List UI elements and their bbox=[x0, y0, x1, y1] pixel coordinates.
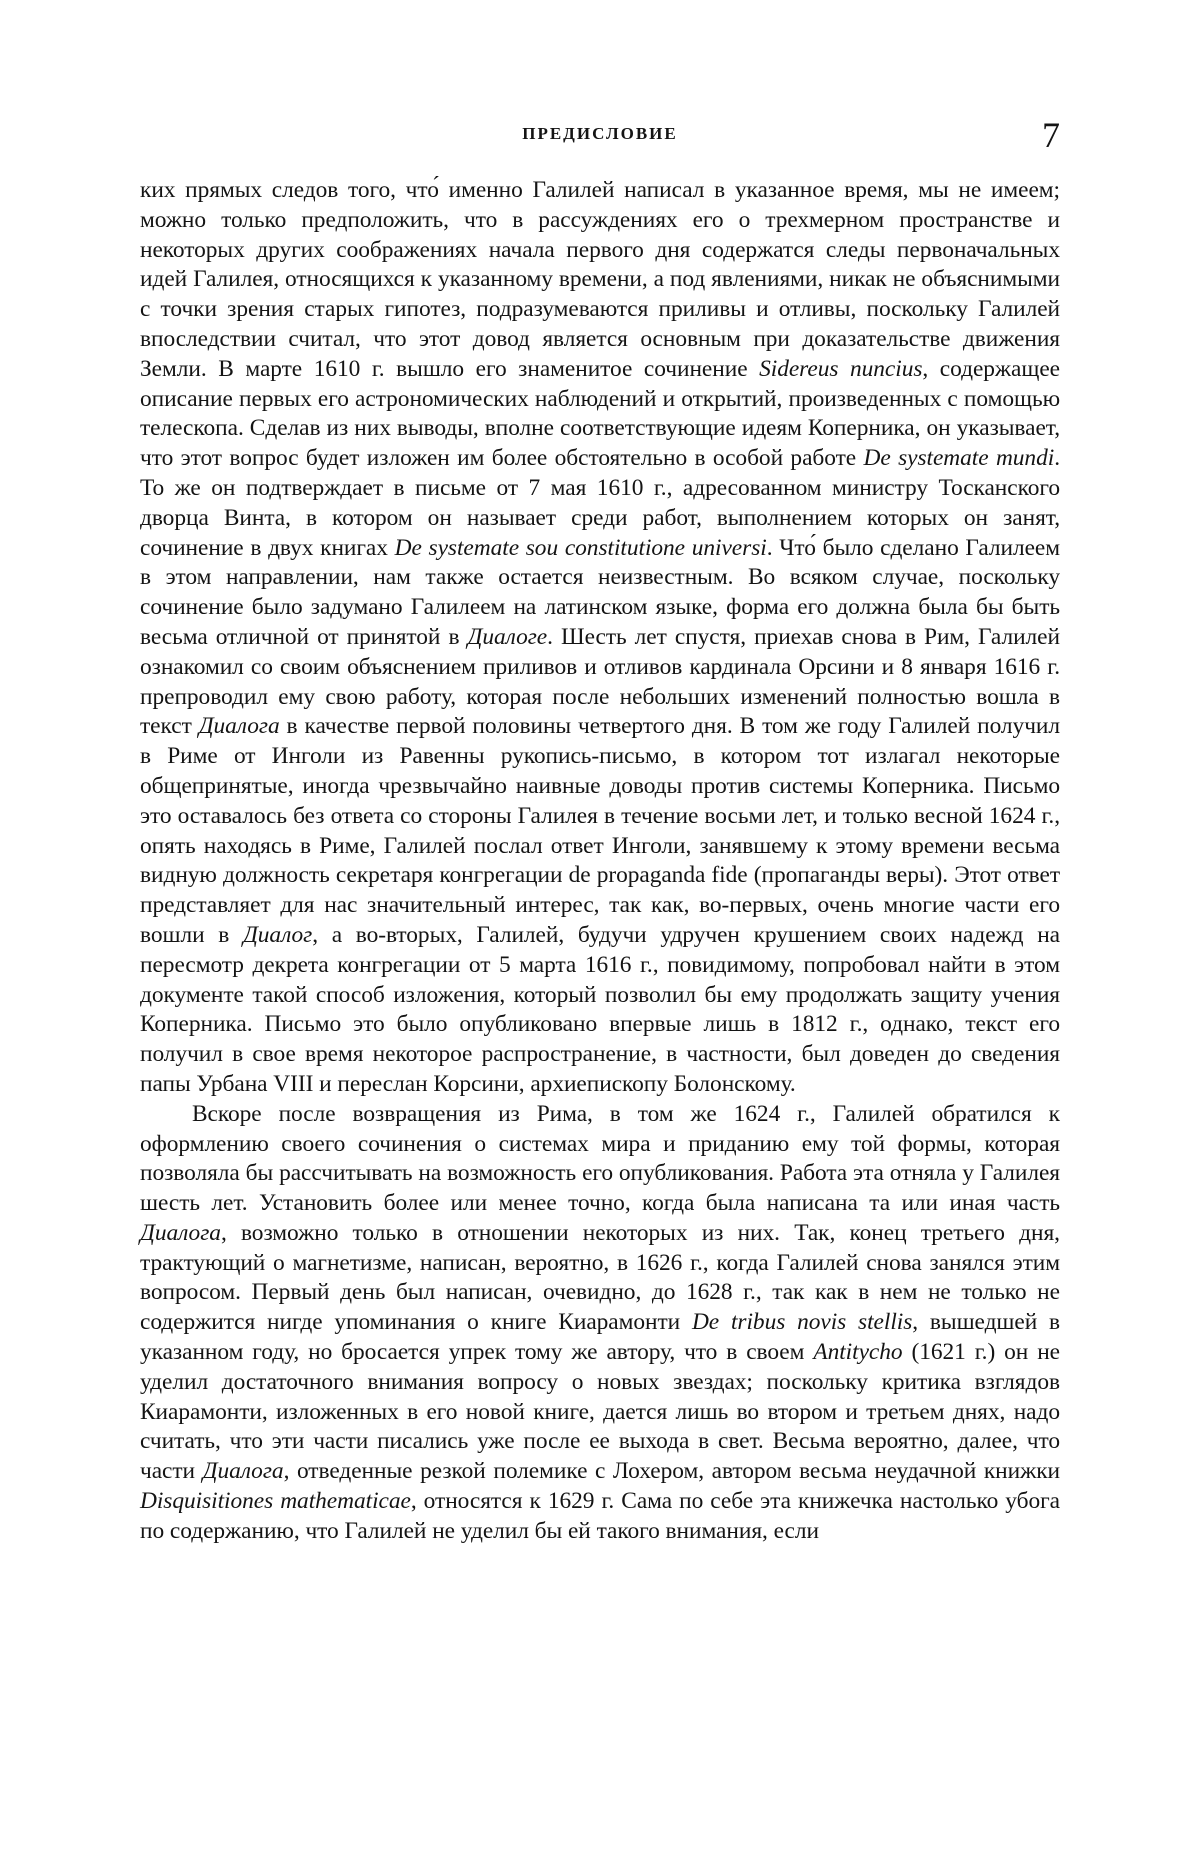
text-run: . Шесть лет спустя, приехав снова в Рим, Галилей ознакомил со своим объяснением приливов и отливов кардинала Орсини и 8 января 1616 г. препроводил ему свою работу, которая после небольших изменений полностью вошла в текст bbox=[140, 623, 1060, 740]
italic-title-run: Sidereus nuncius bbox=[759, 355, 923, 382]
italic-title-run: Disquisitiones mathematicae bbox=[140, 1488, 411, 1515]
italic-title-run: De tribus novis stellis bbox=[691, 1309, 913, 1336]
text-run: , вышедшей в указанном году, но бросается упрек тому же автору, что в своем bbox=[140, 1309, 1061, 1366]
text-run: ких прямых следов того, что́ именно Галилей написал в указанное время, мы не имеем; можно только предположить, что в рассуждениях его о трехмерном пространстве и некоторых других соображениях начала первого дня содержатся следы первоначальных идей Галилея, относящихся к указанному времени, а под явлениями, никак не объяснимыми с точки зрения старых гипотез, подразумеваются приливы и отливы, поскольку Галилей впоследствии считал, что этот довод является основным при доказательстве движения Земли. В марте 1610 г. вышло его знаменитое сочинение bbox=[140, 177, 1060, 382]
text-run: в качестве первой половины четвертого дня. В том же году Галилей получил в Риме от Инголи из Равенны рукопись-письмо, в котором тот излагал некоторые общепринятые, иногда чрезвычайно наивные доводы против системы Коперника. Письмо это оставалось без ответа со стороны Галилея в течение восьми лет, и только весной 1624 г., опять находясь в Риме, Галилей послал ответ Инголи, занявшему к этому времени весьма видную должность секретаря конгрегации de propaganda fide (пропаганды веры). Этот ответ представляет для нас значительный интерес, так как, во-первых, очень многие части его вошли в bbox=[140, 713, 1061, 948]
paragraph-1 bbox=[140, 176, 1060, 1100]
text-run: , отведенные резкой полемике с Лохером, автором весьма неудачной книжки bbox=[283, 1458, 1060, 1485]
italic-title-run: Диалог bbox=[242, 921, 313, 948]
italic-title-run: Диалога bbox=[202, 1458, 284, 1485]
italic-title-run: Диалога bbox=[198, 713, 280, 740]
italic-title-run: Antitycho bbox=[813, 1339, 903, 1366]
text-run: , содержащее описание первых его астрономических наблюдений и открытий, произведенных с помощью телескопа. Сделав из них выводы, вполне соответствующие идеям Коперника, он указывает, что этот вопрос будет изложен им более обстоятельно в особой работе bbox=[140, 355, 1060, 472]
italic-title-run: De systemate sou constitutione universi bbox=[394, 534, 767, 561]
running-title: ПРЕДИСЛОВИЕ bbox=[522, 124, 678, 143]
text-run: , а во-вторых, Галилей, будучи удручен крушением своих надежд на пересмотр декрета конгрегации от 5 марта 1616 г., повидимому, попробовал найти в этом документе такой способ изложения, который позволил бы ему продолжать защиту учения Коперника. Письмо это было опубликовано впервые лишь в 1812 г., однако, текст его получил в свое время некоторое распространение, в частности, был доведен до сведения папы Урбана VIII и переслан Корсини, архиепископу Болонскому. bbox=[140, 921, 1060, 1097]
text-run: (1621 г.) он не уделил достаточного внимания вопросу о новых звездах; поскольку критика взглядов Киарамонти, изложенных в его новой книге, дается лишь во втором и третьем днях, надо считать, что эти части писались уже после ее выхода в свет. Весьма вероятно, далее, что части bbox=[140, 1339, 1060, 1485]
italic-title-run: Диалога bbox=[140, 1219, 221, 1246]
italic-title-run: Диалоге bbox=[467, 623, 548, 650]
italic-title-run: De systemate mundi bbox=[863, 445, 1055, 472]
page-number: 7 bbox=[1042, 115, 1060, 155]
text-run: . То же он подтверждает в письме от 7 мая 1610 г., адресованном министру Тосканского дворца Винта, в котором он называет среди работ, выполнением которых он занят, сочинение в двух книгах bbox=[140, 445, 1060, 561]
text-run: , относятся к 1629 г. Сама по себе эта книжечка настолько убога по содержанию, что Галилей не уделил бы ей такого внимания, если bbox=[140, 1488, 1061, 1544]
paragraph-2 bbox=[140, 1100, 1060, 1547]
body-text bbox=[140, 176, 1060, 1547]
running-head bbox=[140, 115, 1060, 155]
text-run: , возможно только в отношении некоторых из них. Так, конец третьего дня, трактующий о магнетизме, написан, вероятно, в 1626 г., когда Галилей снова занялся этим вопросом. Первый день был написан, очевидно, до 1628 г., так как в нем не только не содержится нигде упоминания о книге Киарамонти bbox=[140, 1219, 1060, 1336]
text-run: . Что́ было сделано Галилеем в этом направлении, нам также остается неизвестным. Во всяком случае, поскольку сочинение было задумано Галилеем на латинском языке, форма его должна была бы быть весьма отличной от принятой в bbox=[140, 534, 1060, 650]
text-run: Вскоре после возвращения из Рима, в том же 1624 г., Галилей обратился к оформлению своего сочинения о системах мира и приданию ему той формы, которая позволяла бы рассчитывать на возможность его опубликования. Работа эта отняла у Галилея шесть лет. Установить более или менее точно, когда была написана та или иная часть bbox=[140, 1100, 1060, 1217]
